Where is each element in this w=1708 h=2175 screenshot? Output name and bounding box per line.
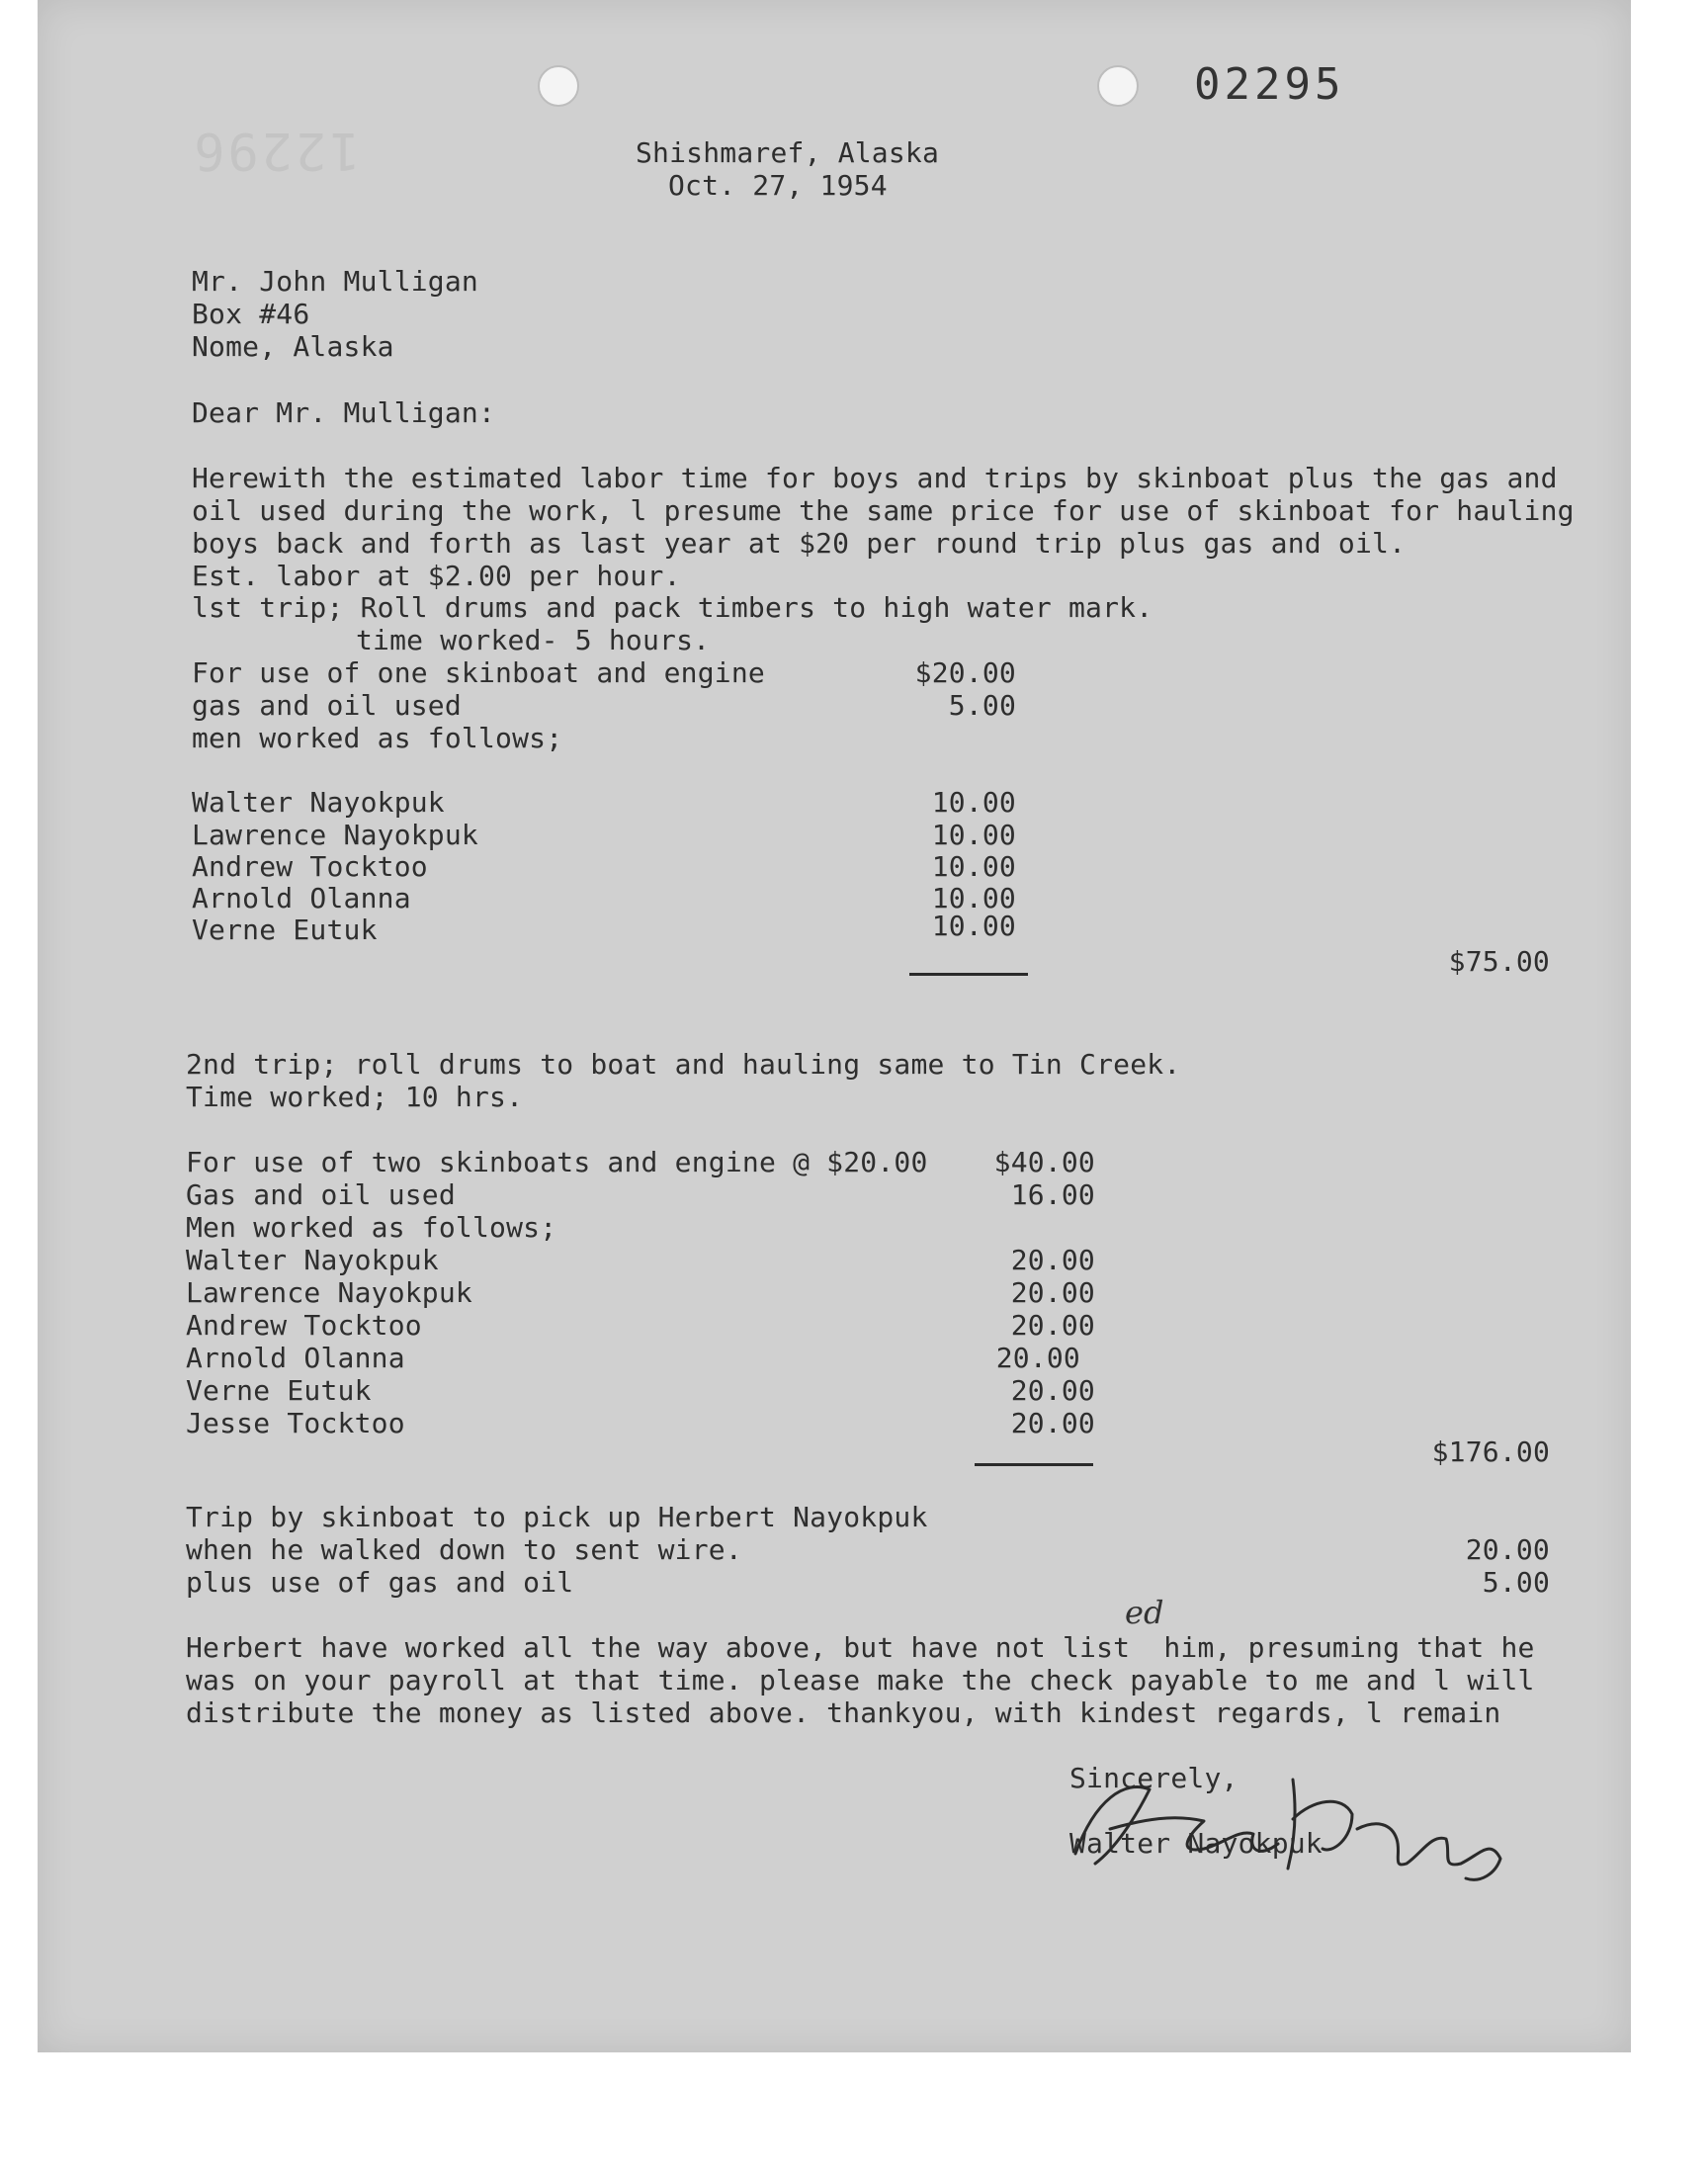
punch-hole-left [538,65,579,107]
trip3-amount: 20.00 [1465,1533,1550,1566]
handwritten-insertion: ed [1125,1594,1164,1631]
trip1-item-amount: 5.00 [948,689,1016,722]
faded-stamp-number: 12296 [191,121,361,180]
closing-word: Sincerely, [1069,1762,1238,1794]
scan-margin [0,2056,1708,2175]
trip2-man-amount: 20.00 [995,1342,1080,1374]
trip1-title: lst trip; Roll drums and pack timbers to high water mark. [192,591,1153,624]
trip2-man-amount: 20.00 [1010,1374,1095,1407]
closing-line: distribute the money as listed above. thankyou, with kindest regards, l remain [186,1696,1501,1729]
trip3-line: Trip by skinboat to pick up Herbert Nayokpuk [186,1501,928,1533]
recipient-box: Box #46 [192,298,310,330]
closing-line: was on your payroll at that time. please make the check payable to me and l will [186,1664,1535,1696]
header-place: Shishmaref, Alaska [636,136,940,169]
trip1-man-amount: 10.00 [931,786,1016,819]
salutation: Dear Mr. Mulligan: [192,396,496,429]
trip1-time: time worked- 5 hours. [356,624,711,656]
trip2-man-name: Andrew Tocktoo [186,1309,422,1342]
intro-line: Est. labor at $2.00 per hour. [192,560,681,592]
punch-hole-right [1097,65,1139,107]
trip2-item-label: Gas and oil used [186,1178,456,1211]
intro-line: Herewith the estimated labor time for boys and trips by skinboat plus the gas and [192,462,1558,494]
trip1-item-label: gas and oil used [192,689,462,722]
trip2-man-name: Jesse Tocktoo [186,1407,405,1439]
trip2-man-amount: 20.00 [1010,1309,1095,1342]
handwritten-signature [1056,1760,1510,1898]
intro-line: boys back and forth as last year at $20 per round trip plus gas and oil. [192,527,1407,560]
trip1-total: $75.00 [1448,945,1550,978]
letter-page [38,0,1631,2052]
trip1-men-label: men worked as follows; [192,722,563,754]
trip1-man-amount: 10.00 [931,882,1016,914]
trip2-man-name: Walter Nayokpuk [186,1244,439,1276]
trip1-man-name: Lawrence Nayokpuk [192,819,478,851]
trip2-man-name: Verne Eutuk [186,1374,372,1407]
trip2-item-amount: $40.00 [993,1146,1095,1178]
trip2-sum-rule [975,1463,1093,1466]
recipient-city: Nome, Alaska [192,330,394,363]
document-number: 02295 [1194,59,1345,110]
trip2-item-amount: 16.00 [1010,1178,1095,1211]
closing-line: Herbert have worked all the way above, but have not list him, presuming that he [186,1631,1535,1664]
trip3-line: plus use of gas and oil [186,1566,574,1599]
trip2-man-amount: 20.00 [1010,1407,1095,1439]
trip2-man-amount: 20.00 [1010,1244,1095,1276]
header-date: Oct. 27, 1954 [668,169,888,202]
trip1-man-name: Andrew Tocktoo [192,850,428,883]
trip2-man-name: Lawrence Nayokpuk [186,1276,472,1309]
trip1-man-amount: 10.00 [931,910,1016,942]
trip1-man-name: Verne Eutuk [192,914,378,946]
trip1-item-label: For use of one skinboat and engine [192,656,765,689]
intro-line: oil used during the work, l presume the same price for use of skinboat for hauling [192,494,1575,527]
recipient-name: Mr. John Mulligan [192,265,478,298]
trip1-man-amount: 10.00 [931,819,1016,851]
trip1-sum-rule [909,973,1028,976]
trip1-item-amount: $20.00 [914,656,1016,689]
trip2-total: $176.00 [1431,1436,1550,1468]
trip2-men-label: Men worked as follows; [186,1211,557,1244]
trip2-time: Time worked; 10 hrs. [186,1081,524,1113]
typed-signature: Walter Nayokpuk [1069,1827,1323,1860]
trip1-man-amount: 10.00 [931,850,1016,883]
trip1-man-name: Walter Nayokpuk [192,786,445,819]
trip2-title: 2nd trip; roll drums to boat and hauling same to Tin Creek. [186,1048,1181,1081]
trip3-amount: 5.00 [1482,1566,1550,1599]
trip2-item-label: For use of two skinboats and engine @ $20.00 [186,1146,928,1178]
trip2-man-amount: 20.00 [1010,1276,1095,1309]
trip2-man-name: Arnold Olanna [186,1342,405,1374]
trip3-line: when he walked down to sent wire. [186,1533,742,1566]
trip1-man-name: Arnold Olanna [192,882,411,914]
